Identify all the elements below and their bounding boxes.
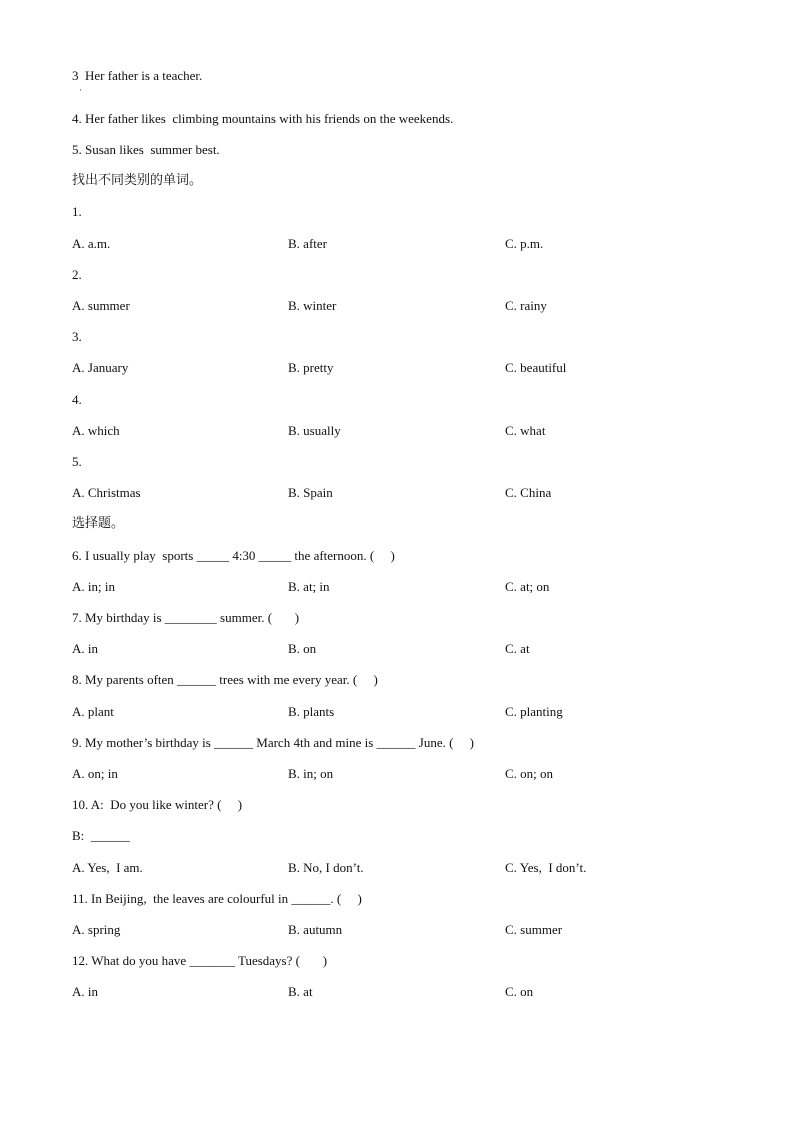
option-b: B. Spain	[288, 485, 333, 500]
option-c: C. rainy	[505, 298, 547, 313]
option-c: C. Yes, I don’t.	[505, 860, 587, 875]
option-a: A. in; in	[72, 579, 115, 594]
option-c: C. planting	[505, 704, 563, 719]
option-b: B. after	[288, 236, 327, 251]
statement-5: 5. Susan likes summer best.	[72, 142, 220, 157]
option-c: C. what	[505, 423, 546, 438]
option-c: C. on	[505, 984, 534, 999]
question-9: 9. My mother’s birthday is ______ March 4th and mine is ______ June. ( )	[72, 735, 474, 750]
question-6: 6. I usually play sports _____ 4:30 _____ the afternoon. ( )	[72, 548, 395, 563]
option-a: A. Christmas	[72, 485, 141, 500]
option-b: B. winter	[288, 298, 337, 313]
option-c: C. beautiful	[505, 360, 567, 375]
option-b: B. at	[288, 984, 313, 999]
option-a: A. January	[72, 360, 129, 375]
option-b: B. on	[288, 641, 317, 656]
item-number: 2.	[72, 267, 82, 282]
question-10: 10. A: Do you like winter? ( )	[72, 797, 243, 812]
option-c: C. at; on	[505, 579, 550, 594]
option-c: C. p.m.	[505, 236, 544, 251]
option-b: B. usually	[288, 423, 341, 438]
option-b: B. pretty	[288, 360, 334, 375]
option-c: C. China	[505, 485, 552, 500]
item-number: 4.	[72, 392, 82, 407]
option-a: A. which	[72, 423, 120, 438]
item-number: 3.	[72, 329, 82, 344]
option-c: C. summer	[505, 922, 563, 937]
option-a: A. on; in	[72, 766, 118, 781]
question-7: 7. My birthday is ________ summer. ( )	[72, 610, 300, 625]
option-a: A. in	[72, 641, 98, 656]
option-a: A. plant	[72, 704, 114, 719]
stray-mark: ·	[79, 85, 82, 95]
option-c: C. on; on	[505, 766, 554, 781]
option-a: A. summer	[72, 298, 130, 313]
statement-4: 4. Her father likes climbing mountains with his friends on the weekends.	[72, 111, 454, 126]
option-b: B. plants	[288, 704, 335, 719]
option-b: B. No, I don’t.	[288, 860, 364, 875]
item-number: 1.	[72, 204, 82, 219]
section-heading-odd-one-out: 找出不同类别的单词。	[72, 173, 203, 188]
option-a: A. Yes, I am.	[72, 860, 143, 875]
option-b: B. at; in	[288, 579, 330, 594]
dialogue-line-b: B: ______	[72, 828, 130, 843]
option-a: A. in	[72, 984, 98, 999]
option-a: A. a.m.	[72, 236, 111, 251]
question-12: 12. What do you have _______ Tuesdays? ( )	[72, 953, 328, 968]
option-b: B. autumn	[288, 922, 343, 937]
statement-3: 3 Her father is a teacher.	[72, 68, 203, 83]
option-c: C. at	[505, 641, 530, 656]
option-a: A. spring	[72, 922, 121, 937]
question-8: 8. My parents often ______ trees with me every year. ( )	[72, 672, 378, 687]
option-b: B. in; on	[288, 766, 334, 781]
question-11: 11. In Beijing, the leaves are colourful in ______. ( )	[72, 891, 362, 906]
section-heading-multiple-choice: 选择题。	[72, 516, 125, 531]
item-number: 5.	[72, 454, 82, 469]
